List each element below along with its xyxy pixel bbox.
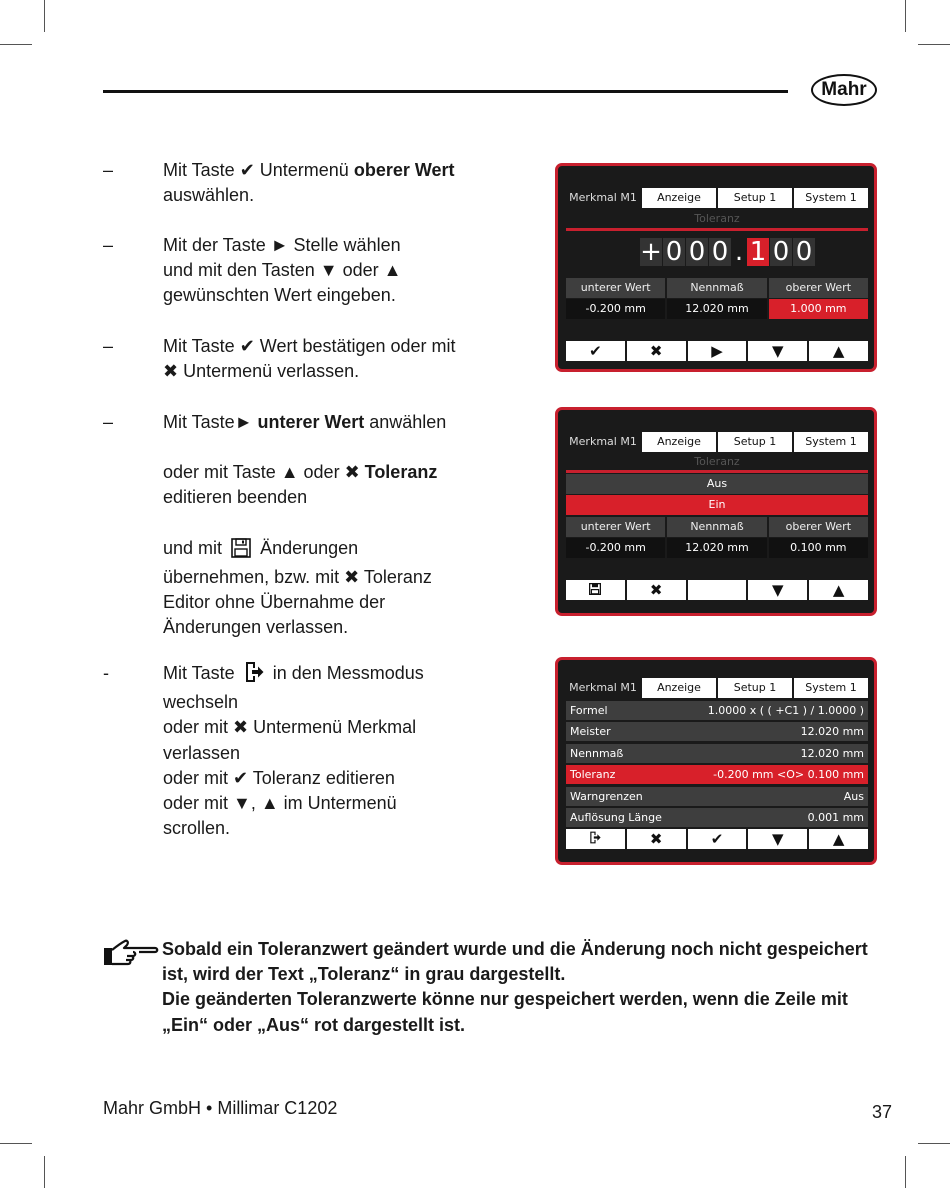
tab-bar — [566, 188, 868, 208]
value-display[interactable] — [640, 238, 816, 266]
digit: 0 — [663, 238, 685, 266]
crop-mark — [905, 0, 906, 32]
down-key[interactable]: ▼ — [748, 341, 807, 361]
tab-setup[interactable]: Setup 1 — [718, 188, 792, 208]
lower-value[interactable]: -0.200 mm — [566, 538, 665, 558]
step-text: auswählen. — [163, 185, 255, 206]
note-line: Sobald ein Toleranzwert geändert wurde und die Änderung noch nicht gespeichert — [162, 939, 868, 959]
menu-row-aufloesung[interactable] — [566, 808, 868, 827]
tab-system[interactable]: System 1 — [794, 188, 868, 208]
step-text: und mit den Tasten ▼ oder ▲ — [163, 260, 402, 281]
step-text: scrollen. — [163, 818, 231, 839]
tab-merkmal[interactable]: Merkmal M1 — [566, 188, 640, 208]
tab-merkmal[interactable]: Merkmal M1 — [566, 678, 640, 698]
row-label: Formel — [570, 704, 608, 717]
step-dash: – — [103, 412, 114, 432]
digit: 0 — [686, 238, 708, 266]
header-rule — [103, 90, 788, 93]
header-lower: unterer Wert — [566, 278, 665, 298]
down-key[interactable]: ▼ — [748, 580, 807, 600]
softkey-bar — [566, 341, 868, 361]
save-icon — [231, 538, 251, 565]
step-dash: – — [103, 235, 114, 255]
nominal-value: 12.020 mm — [667, 299, 766, 319]
step-text: oder mit Taste ▲ oder ✖ — [163, 462, 365, 483]
step-text: ✖ Untermenü verlassen. — [163, 361, 360, 382]
tab-anzeige[interactable]: Anzeige — [642, 678, 716, 698]
digit: 0 — [709, 238, 731, 266]
value-row — [566, 299, 868, 319]
step-text: editieren beenden — [163, 487, 308, 508]
row-value: 12.020 mm — [800, 747, 864, 760]
note-line: Die geänderten Toleranzwerte könne nur gespeichert werden, wenn die Zeile mit — [162, 989, 848, 1010]
tab-bar — [566, 678, 868, 698]
tab-setup[interactable]: Setup 1 — [718, 432, 792, 452]
step-text: oder mit ✔ Toleranz editieren — [163, 767, 395, 788]
menu-row-nennmass[interactable] — [566, 744, 868, 763]
note-line: ist, wird der Text „Toleranz“ in grau dargestellt. — [162, 964, 566, 985]
row-label: Auflösung Länge — [570, 811, 662, 824]
upper-value[interactable]: 1.000 mm — [769, 299, 868, 319]
save-icon — [589, 581, 601, 599]
step-text: oder mit ▼, ▲ im Untermenü — [163, 793, 397, 814]
step-text: in den Messmodus — [272, 663, 424, 683]
mahr-logo: Mahr — [811, 74, 877, 106]
softkey-bar — [566, 580, 868, 600]
value-headers — [566, 278, 868, 298]
screen-subtitle: Toleranz — [694, 212, 740, 225]
header-upper: oberer Wert — [769, 278, 868, 298]
cancel-key[interactable]: ✖ — [627, 341, 686, 361]
tab-bar — [566, 432, 868, 452]
lower-value[interactable]: -0.200 mm — [566, 299, 665, 319]
step-text: Mit Taste► — [163, 412, 258, 432]
cancel-key[interactable]: ✖ — [627, 829, 686, 849]
step-text: wechseln — [163, 692, 239, 713]
step-dash: - — [103, 663, 109, 683]
step-text: Mit Taste — [163, 663, 235, 683]
row-value: -0.200 mm <O> 0.100 mm — [713, 768, 864, 781]
crop-mark — [0, 1143, 32, 1144]
menu-row-warngrenzen[interactable] — [566, 787, 868, 806]
pointing-hand-icon — [103, 938, 159, 973]
tab-anzeige[interactable]: Anzeige — [642, 432, 716, 452]
step-bold-text: oberer Wert — [353, 160, 455, 180]
header-nominal: Nennmaß — [667, 517, 766, 537]
digit-sign: + — [640, 237, 662, 267]
digit: 0 — [793, 238, 815, 266]
upper-value[interactable]: 0.100 mm — [769, 538, 868, 558]
step-text: anwählen — [364, 412, 447, 432]
footer-text: Mahr GmbH • Millimar C1202 — [103, 1098, 338, 1118]
softkey-bar — [566, 829, 868, 849]
decimal-point: . — [734, 237, 744, 267]
value-headers — [566, 517, 868, 537]
digit: 0 — [770, 238, 792, 266]
tab-system[interactable]: System 1 — [794, 678, 868, 698]
crop-mark — [44, 0, 45, 32]
step-bold-text: unterer Wert — [257, 412, 365, 432]
nominal-value: 12.020 mm — [667, 538, 766, 558]
empty-key — [688, 580, 747, 600]
up-key[interactable]: ▲ — [809, 341, 868, 361]
cancel-key[interactable]: ✖ — [627, 580, 686, 600]
crop-mark — [0, 44, 32, 45]
option-off[interactable]: Aus — [566, 474, 868, 494]
row-value: 0.001 mm — [807, 811, 864, 824]
row-value: 1.0000 x ( ( +C1 ) / 1.0000 ) — [707, 704, 864, 717]
device-screen-merkmal-menu — [555, 657, 877, 865]
header-lower: unterer Wert — [566, 517, 665, 537]
confirm-key[interactable]: ✔ — [688, 829, 747, 849]
step-text: Mit der Taste ► Stelle wählen — [163, 235, 401, 255]
tab-anzeige[interactable]: Anzeige — [642, 188, 716, 208]
page-number: 37 — [872, 1102, 893, 1122]
red-divider — [566, 470, 868, 473]
header-upper: oberer Wert — [769, 517, 868, 537]
screen-subtitle: Toleranz — [694, 455, 740, 468]
device-screen-tolerance-onoff — [555, 407, 877, 616]
tab-system[interactable]: System 1 — [794, 432, 868, 452]
note-text — [162, 937, 882, 1038]
menu-row-meister[interactable] — [566, 722, 868, 741]
note-line: „Ein“ oder „Aus“ rot dargestellt ist. — [162, 1014, 466, 1035]
row-label: Meister — [570, 725, 611, 738]
save-key[interactable] — [566, 580, 625, 600]
exit-key[interactable] — [566, 829, 625, 849]
exit-icon — [589, 830, 601, 848]
step-text: übernehmen, bzw. mit ✖ Toleranz — [163, 566, 432, 587]
step-dash: – — [103, 160, 114, 180]
step-text: Editor ohne Übernahme der — [163, 592, 386, 613]
step-text: gewünschten Wert eingeben. — [163, 285, 396, 306]
option-on[interactable]: Ein — [566, 495, 868, 515]
step-text: Änderungen — [260, 537, 359, 558]
step-bold-text: Toleranz — [364, 462, 438, 483]
step-text: Mit Taste ✔ Wert bestätigen oder mit — [163, 336, 456, 356]
menu-row-formel[interactable] — [566, 701, 868, 720]
right-key[interactable]: ▶ — [688, 341, 747, 361]
row-value: Aus — [843, 790, 864, 803]
tab-setup[interactable]: Setup 1 — [718, 678, 792, 698]
crop-mark — [905, 1156, 906, 1188]
row-label: Toleranz — [570, 768, 616, 781]
tab-merkmal[interactable]: Merkmal M1 — [566, 432, 640, 452]
step-text: oder mit ✖ Untermenü Merkmal — [163, 717, 417, 738]
up-key[interactable]: ▲ — [809, 829, 868, 849]
crop-mark — [918, 44, 950, 45]
step-dash: – — [103, 336, 114, 356]
row-label: Nennmaß — [570, 747, 624, 760]
up-key[interactable]: ▲ — [809, 580, 868, 600]
value-row — [566, 538, 868, 558]
row-value: 12.020 mm — [800, 725, 864, 738]
digit-cursor: 1 — [747, 238, 769, 266]
step-text: Mit Taste ✔ Untermenü — [163, 160, 354, 180]
step-text: Änderungen verlassen. — [163, 617, 349, 638]
step-text: und mit — [163, 537, 223, 558]
menu-row-toleranz[interactable] — [566, 765, 868, 784]
device-screen-tolerance-edit — [555, 163, 877, 372]
exit-icon — [244, 661, 264, 690]
confirm-key[interactable]: ✔ — [566, 341, 625, 361]
crop-mark — [44, 1156, 45, 1188]
row-label: Warngrenzen — [570, 790, 643, 803]
crop-mark — [918, 1143, 950, 1144]
step-text: verlassen — [163, 742, 241, 763]
red-divider — [566, 228, 868, 231]
down-key[interactable]: ▼ — [748, 829, 807, 849]
header-nominal: Nennmaß — [667, 278, 766, 298]
